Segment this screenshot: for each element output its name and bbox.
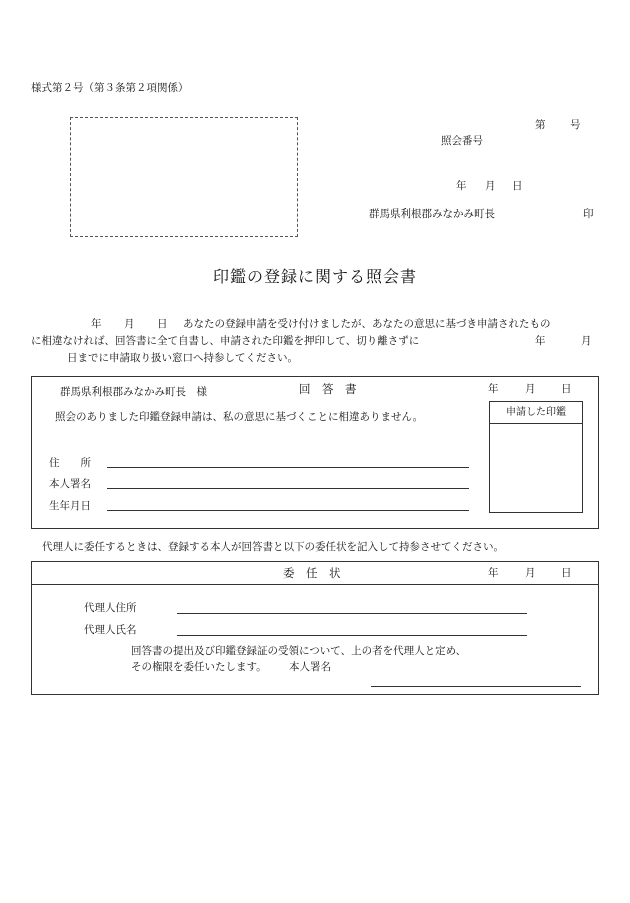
reply-date-year: 年 (488, 383, 499, 395)
mayor-title: 群馬県利根郡みなかみ町長 (369, 208, 495, 220)
proxy-date-year: 年 (488, 567, 499, 579)
inquiry-number-label: 照会番号 (441, 135, 483, 147)
birthdate-field[interactable] (107, 510, 469, 511)
body-year: 年 (91, 318, 102, 330)
seal-impression-label: 申請した印鑑 (490, 402, 582, 424)
signature-label: 本人署名 (49, 478, 91, 490)
agent-address-label: 代理人住所 (84, 602, 137, 614)
principal-signature-field[interactable] (371, 686, 581, 687)
document-title: 印鑑の登録に関する照会書 (212, 267, 417, 286)
body-line1: あなたの登録申請を受け付けましたが、あなたの意思に基づき申請されたもの (183, 318, 551, 330)
header-date-year: 年 (456, 180, 467, 192)
proxy-header-divider (31, 584, 599, 585)
seal-mark: 印 (583, 208, 594, 220)
signature-field[interactable] (107, 488, 469, 489)
form-number-label: 様式第２号（第３条第２項関係） (31, 82, 189, 94)
proxy-date-day: 日 (561, 567, 572, 579)
proxy-text-line2: その権限を委任いたします。 (131, 661, 267, 673)
body-line2: に相違なければ、回答書に全て自書し、申請された印鑑を押印して、切り離さずに (31, 335, 420, 347)
header-date-month: 月 (485, 180, 496, 192)
body-day: 日 (157, 318, 168, 330)
proxy-date-month: 月 (525, 567, 536, 579)
seal-impression-box (489, 401, 583, 513)
birthdate-label: 生年月日 (49, 500, 91, 512)
reply-statement: 照会のありました印鑑登録申請は、私の意思に基づくことに相違ありません。 (55, 411, 424, 423)
agent-address-field[interactable] (177, 613, 527, 614)
reply-date-month: 月 (525, 383, 536, 395)
reply-date-day: 日 (561, 383, 572, 395)
number-dai: 第 (535, 119, 546, 131)
header-date-day: 日 (512, 180, 523, 192)
number-go: 号 (570, 119, 581, 131)
reply-heading: 回 答 書 (299, 382, 357, 396)
body-deadline-year: 年 (535, 335, 546, 347)
agent-name-field[interactable] (177, 635, 527, 636)
proxy-heading: 委 任 状 (283, 566, 341, 580)
stamp-area (70, 117, 298, 237)
delegate-note: 代理人に委任するときは、登録する本人が回答書と以下の委任状を記入して持参させてください。 (42, 541, 504, 553)
body-deadline-month: 月 (581, 335, 592, 347)
body-month: 月 (124, 318, 135, 330)
agent-name-label: 代理人氏名 (84, 624, 137, 636)
proxy-text-line1: 回答書の提出及び印鑑登録証の受領について、上の者を代理人と定め、 (131, 645, 467, 657)
body-line3: 日までに申請取り扱い窓口へ持参してください。 (67, 352, 298, 364)
principal-signature-label: 本人署名 (289, 661, 331, 673)
reply-addressee: 群馬県利根郡みなかみ町長 様 (60, 386, 207, 398)
address-label: 住 所 (49, 457, 91, 469)
address-field[interactable] (107, 467, 469, 468)
